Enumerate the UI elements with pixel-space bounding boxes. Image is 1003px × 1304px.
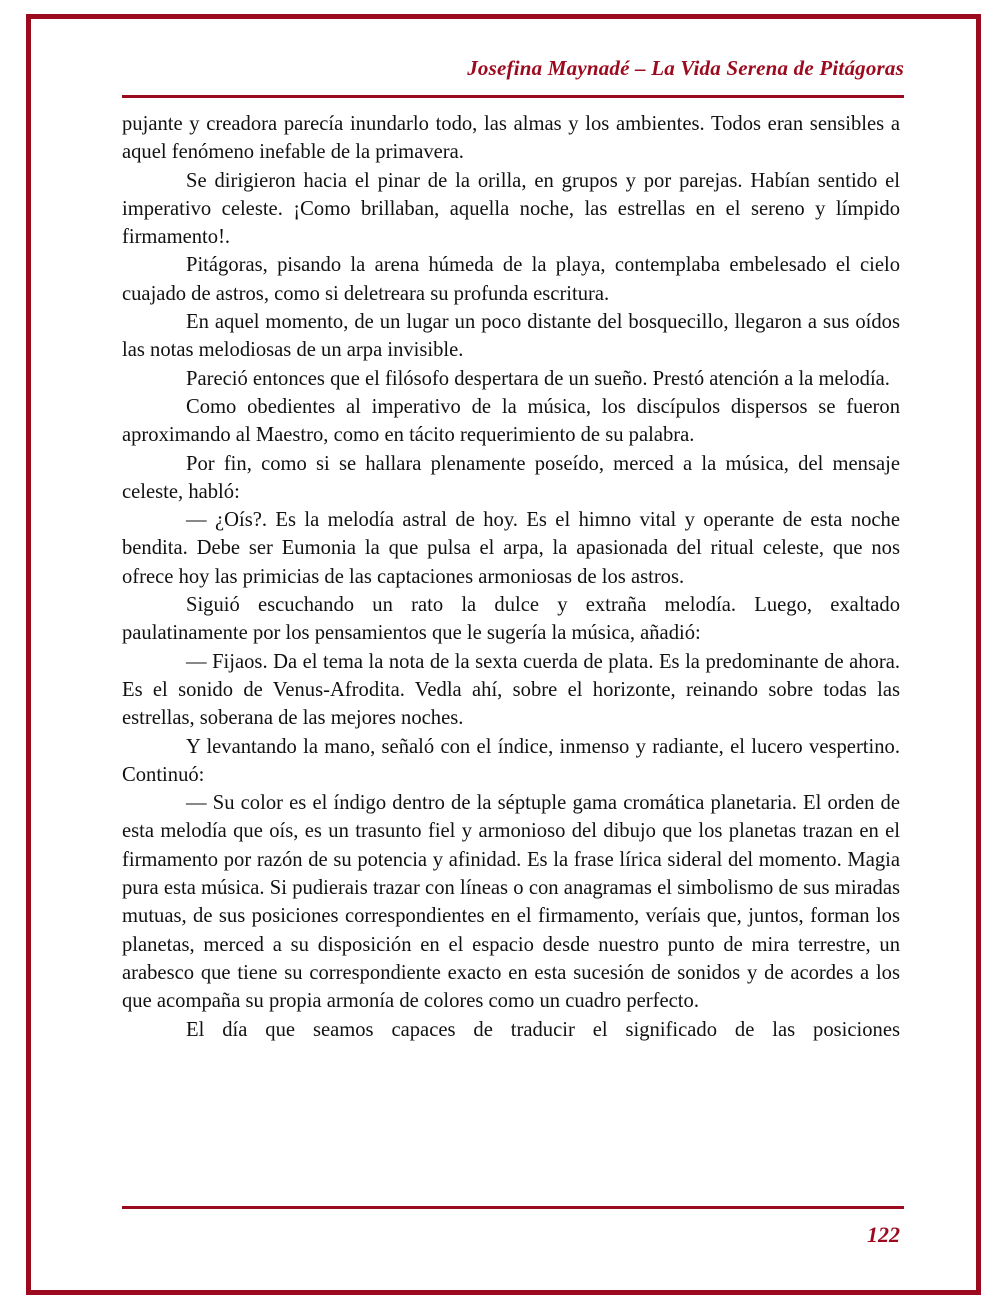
body-text <box>122 110 900 1044</box>
paragraph: Y levantando la mano, señaló con el índice, inmenso y radiante, el lucero vespertino. Continuó: <box>122 735 900 786</box>
paragraph: En aquel momento, de un lugar un poco distante del bosquecillo, llegaron a sus oídos las notas melodiosas de un arpa invisible. <box>122 311 900 362</box>
paragraph: Se dirigieron hacia el pinar de la orilla, en grupos y por parejas. Habían sentido el imperativo celeste. ¡Como brillaban, aquella noche, las estrellas en el sereno y límpido firmamento!. <box>122 169 900 249</box>
paragraph: — Su color es el índigo dentro de la séptuple gama cromática planetaria. El orden de esta melodía que oís, es un trasunto fiel y armonioso del dibujo que los planetas trazan en el firmamento por razón de su potencia y afinidad. Es la frase lírica sideral del momento. Magia pura esta música. Si pudierais trazar con líneas o con anagramas el simbolismo de sus miradas mutuas, de sus posiciones correspondientes en el firmamento, veríais que, juntos, forman los planetas, merced a su disposición en el espacio desde nuestro punto de mira terrestre, un arabesco que tiene su correspondiente exacto en esta sucesión de sonidos y de acordes a los que acompaña su propia armonía de colores como un cuadro perfecto. <box>122 792 900 1013</box>
footer-rule <box>122 1206 904 1209</box>
paragraph: Pitágoras, pisando la arena húmeda de la playa, contemplaba embelesado el cielo cuajado de astros, como si deletreara su profunda escritura. <box>122 254 900 305</box>
header-rule <box>122 95 904 98</box>
paragraph: — Fijaos. Da el tema la nota de la sexta cuerda de plata. Es la predominante de ahora. Es el sonido de Venus-Afrodita. Vedla ahí, sobre el horizonte, reinando sobre todas las estrellas, soberana de las mejores noches. <box>122 650 900 730</box>
running-header: Josefina Maynadé – La Vida Serena de Pitágoras <box>467 56 904 80</box>
paragraph: Por fin, como si se hallara plenamente poseído, merced a la música, del mensaje celeste, habló: <box>122 452 900 503</box>
page-number: 122 <box>867 1222 900 1247</box>
paragraph: pujante y creadora parecía inundarlo todo, las almas y los ambientes. Todos eran sensibles a aquel fenómeno inefable de la primavera. <box>122 113 900 164</box>
paragraph: El día que seamos capaces de traducir el significado de las posiciones <box>186 1018 900 1041</box>
paragraph: Pareció entonces que el filósofo despertara de un sueño. Prestó atención a la melodía. <box>186 367 890 390</box>
paragraph: — ¿Oís?. Es la melodía astral de hoy. Es el himno vital y operante de esta noche bendita. Debe ser Eumonia la que pulsa el arpa, la apasionada del ritual celeste, que nos ofrece hoy las primicias de las captaciones armoniosas de los astros. <box>122 509 900 588</box>
paragraph: Como obedientes al imperativo de la música, los discípulos dispersos se fueron aproximando al Maestro, como en tácito requerimiento de su palabra. <box>122 395 900 447</box>
paragraph: Siguió escuchando un rato la dulce y extraña melodía. Luego, exaltado paulatinamente por los pensamientos que le sugería la música, añadió: <box>122 594 900 645</box>
